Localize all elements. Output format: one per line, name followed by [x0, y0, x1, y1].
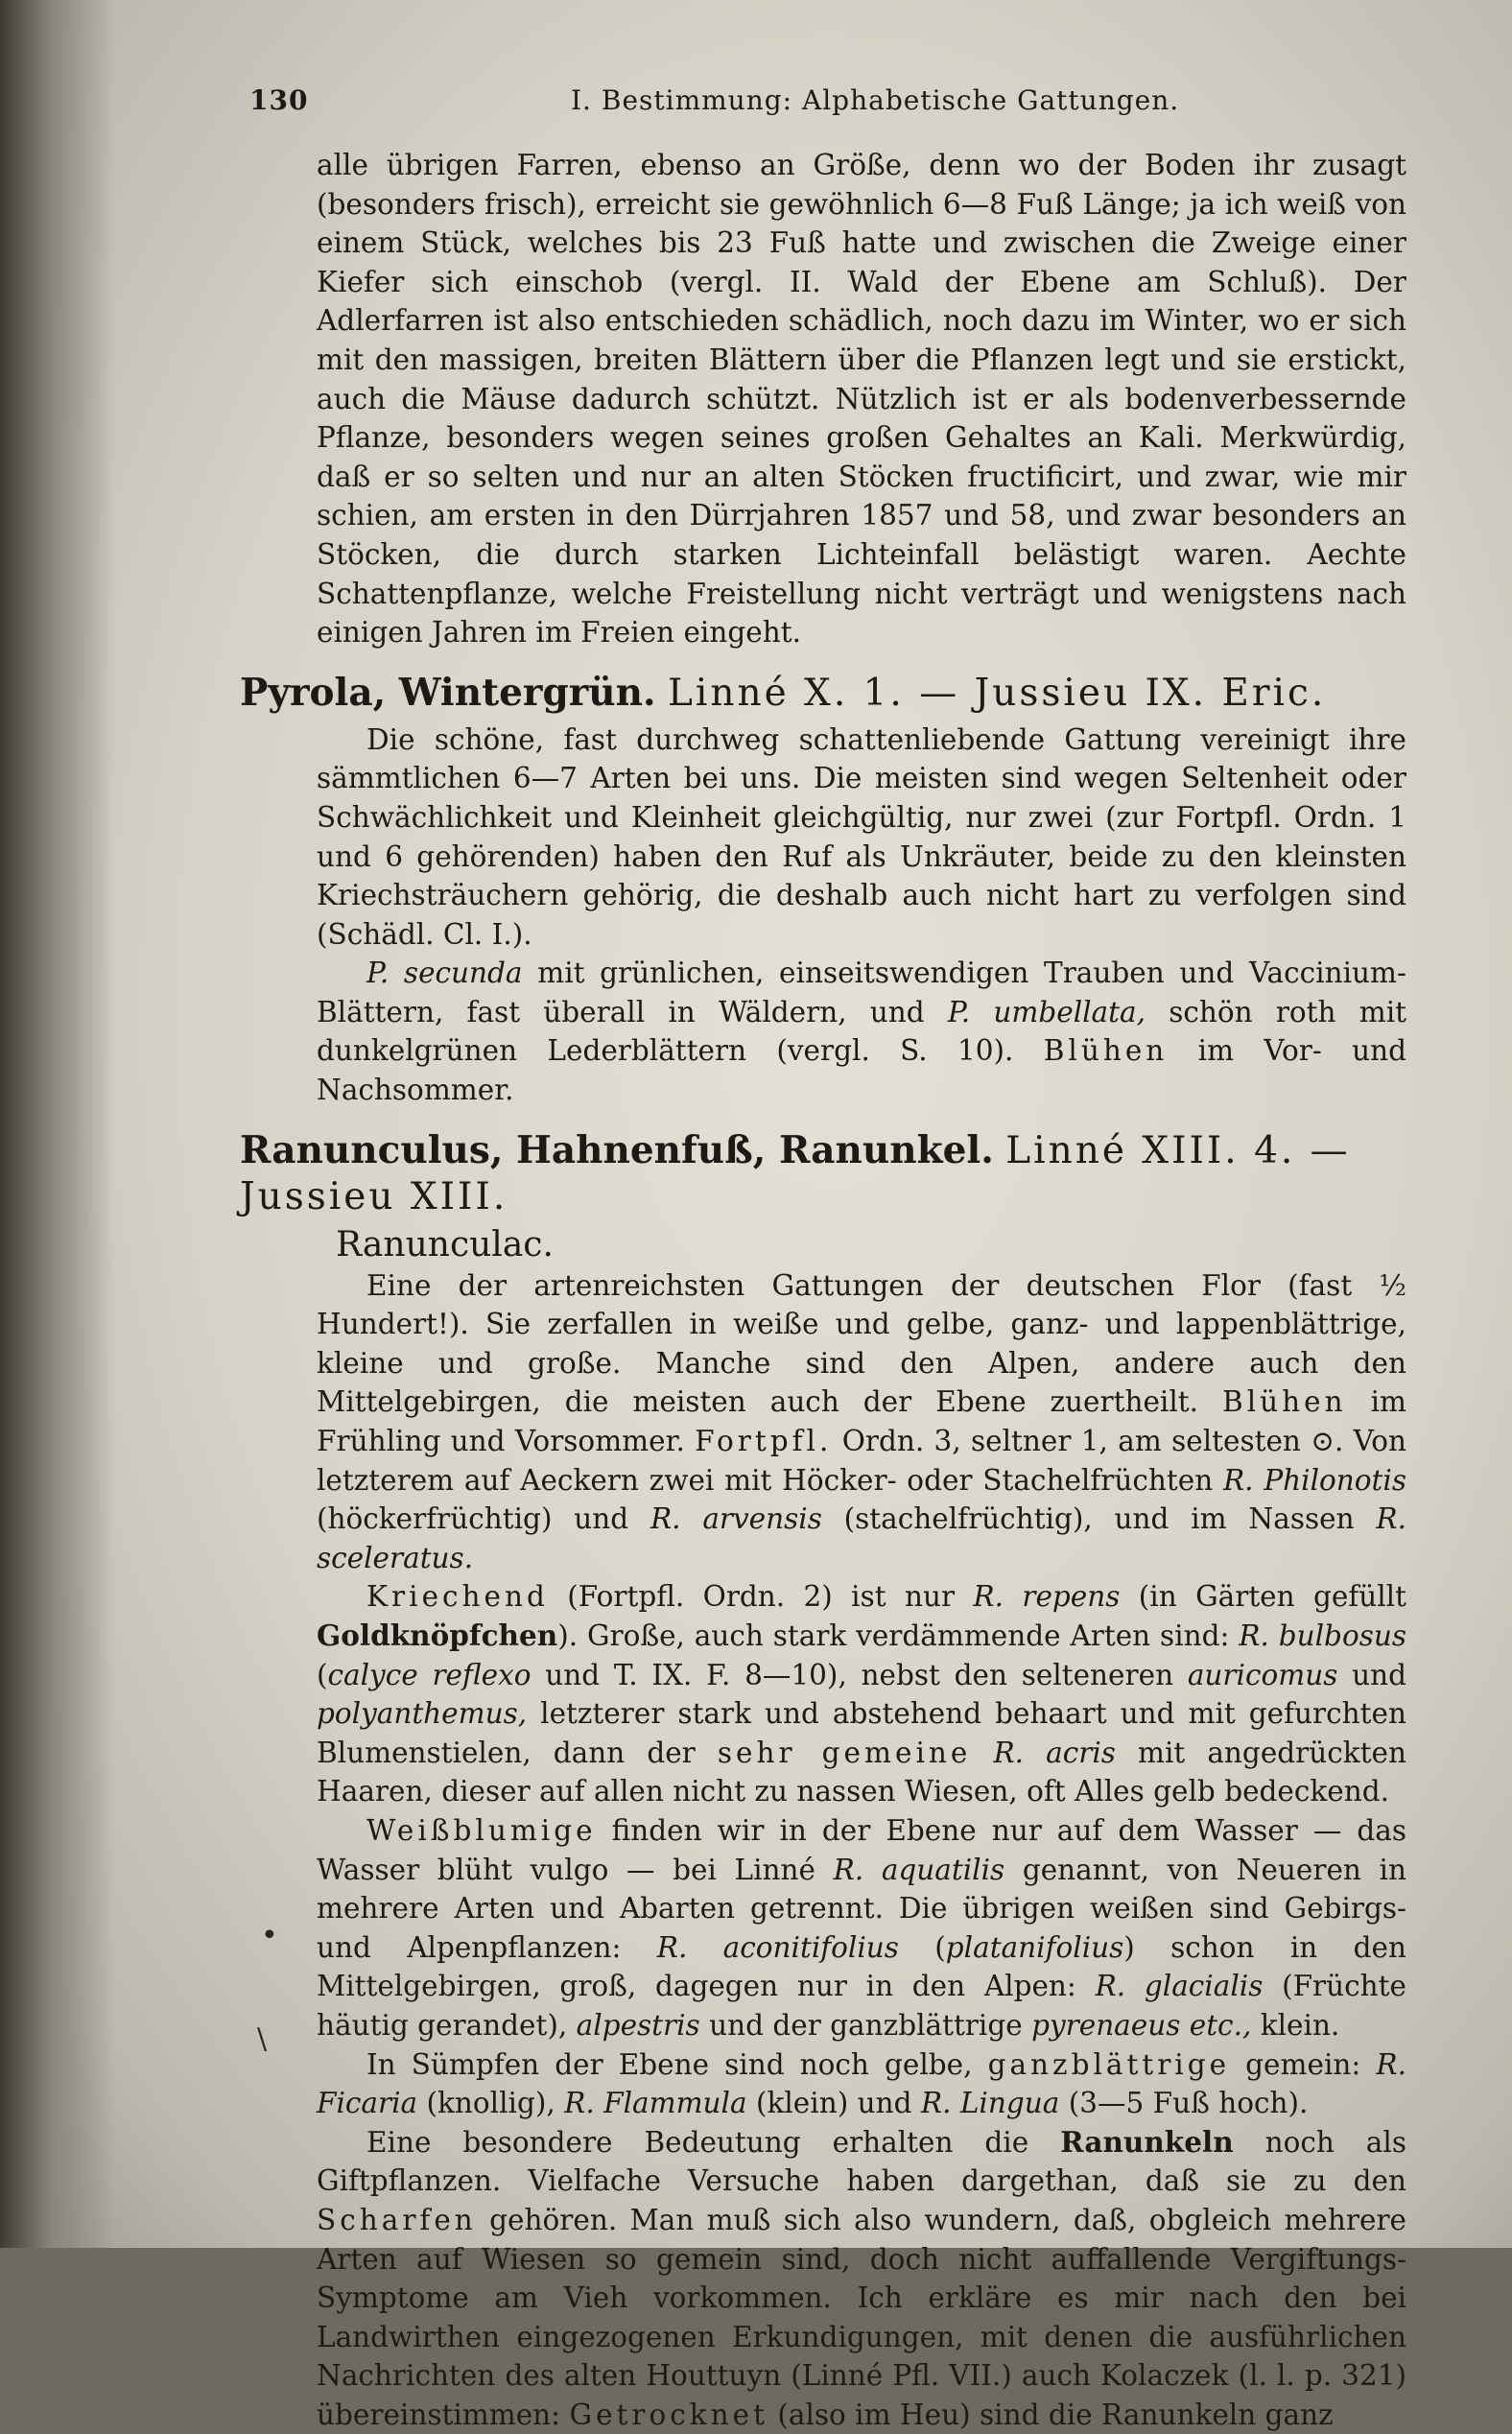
- text-run: und T. IX. F. 8—10), nebst den selteneren: [545, 1658, 1174, 1691]
- text-run: schön roth mit dunkelgrünen Lederblättern (vergl. S. 10).: [317, 995, 1406, 1068]
- text-run: (knollig),: [426, 2087, 555, 2120]
- spaced-term: Fortpfl.: [695, 1425, 833, 1458]
- ranunculus-authority: Linné XIII. 4. — Jussieu XIII.: [240, 1128, 1351, 1218]
- species-name: platanifolius: [945, 1930, 1124, 1964]
- ranunculus-paragraph-1: [317, 1266, 1406, 1578]
- text-run: (Früchte häutig gerandet),: [317, 1970, 1406, 2042]
- text-run: und der ganzblättrige: [709, 2008, 1023, 2042]
- text-run: ) schon in den Mittelgebirgen, groß, dagegen nur in den Alpen:: [317, 1930, 1406, 2003]
- ranunculus-family: Ranunculac.: [336, 1224, 554, 1264]
- bold-term: Ranunkeln: [1060, 2124, 1234, 2159]
- spaced-term: Kriechend: [366, 1580, 549, 1614]
- species-name: R. Flammula: [564, 2087, 747, 2120]
- margin-tick: \: [257, 2022, 268, 2056]
- text-run: im Vor- und Nachsommer.: [317, 1034, 1406, 1107]
- text-run: (höckerfrüchtig) und: [317, 1502, 629, 1536]
- text-run: klein.: [1260, 2008, 1340, 2042]
- species-name: polyanthemus,: [317, 1697, 528, 1731]
- ranunculus-paragraph-2: [317, 1577, 1406, 1811]
- text-run: (3—5 Fuß hoch).: [1068, 2087, 1309, 2120]
- species-name: auricomus: [1187, 1658, 1338, 1691]
- species-name: R. Ficaria: [317, 2047, 1406, 2120]
- text-run: letzterer stark und abstehend behaart und mit gefurchten Blumenstielen, dann der: [317, 1697, 1406, 1769]
- pyrola-heading: [240, 670, 1406, 717]
- text-run: (: [317, 1658, 328, 1691]
- pyrola-paragraph-2: [317, 954, 1406, 1109]
- text-run: im Frühling und Vorsommer.: [317, 1385, 1407, 1458]
- species-name: R. aquatilis: [833, 1853, 1005, 1886]
- bold-term: Goldknöpfchen: [317, 1619, 558, 1652]
- intro-paragraph: alle übrigen Farren, ebenso an Größe, denn wo der Boden ihr zusagt (besonders frisch), erreicht sie gewöhnlich 6—8 Fuß Länge; ja ich weiß von einem Stück, welches bis 23 Fuß hatte und zwischen die Zweige einer Kiefer sich einschob (vergl. II. Wald der Ebene am Schluß). Der Adlerfarren ist also entschieden schädlich, noch dazu im Winter, wo er sich mit den massigen, breiten Blättern über die Pflanzen legt und sie erstickt, auch die Mäuse dadurch schützt. Nützlich ist er als bodenverbessernde Pflanze, besonders wegen seines großen Gehaltes an Kali. Merkwürdig, daß er so selten und nur an alten Stöcken fructificirt, und zwar, wie mir schien, am ersten in den Dürrjahren 1857 und 58, und zwar besonders an Stöcken, die durch starken Lichteinfall belästigt waren. Aechte Schattenpflanze, welche Freistellung nicht verträgt und wenigstens nach einigen Jahren im Freien eingeht.: [317, 149, 1406, 650]
- species-name: R. glacialis: [1095, 1970, 1264, 2003]
- text-run: genannt, von Neueren in mehrere Arten und Abarten getrennt. Die übrigen weißen sind Gebirgs- und Alpenpflanzen:: [317, 1853, 1406, 1964]
- ranunculus-paragraph-4: [317, 2045, 1406, 2123]
- text-run: mit grünlichen, einseitswendigen Trauben und Vaccinium-Blättern, fast überall in Wäldern, und: [317, 957, 1406, 1028]
- ranunculus-genus: Ranunculus, Hahnenfuß, Ranunkel.: [240, 1127, 994, 1172]
- species-name: R. Philonotis: [1222, 1463, 1406, 1497]
- species-name: R. bulbosus: [1239, 1619, 1406, 1652]
- text-run: (klein) und: [755, 2087, 912, 2120]
- spaced-term: Scharfen: [317, 2203, 477, 2236]
- ranunculus-paragraph-3: [317, 1811, 1406, 2045]
- text-run: (in Gärten gefüllt: [1138, 1580, 1406, 1614]
- text-run: gehören. Man muß sich also wundern, daß, obgleich mehrere Arten auf Wiesen so gemein sind, doch nicht auffallende Vergiftungs-Symptome am Vieh vorkommen. Ich erkläre es mir nach den bei Landwirthen eingezogenen Erkundigungen, mit denen die ausführlichen Nachrichten des alten Houttuyn (Linné Pfl. VII.) auch Kolaczek (l. l. p. 321) übereinstimmen:: [317, 2203, 1406, 2431]
- ranunculus-paragraph-5: [317, 2123, 1406, 2434]
- text-run: (also im Heu) sind die Ranunkeln ganz: [777, 2398, 1334, 2431]
- text-run: (Fortpfl. Ordn. 2) ist nur: [567, 1580, 956, 1614]
- body-text: [240, 146, 1407, 2434]
- pyrola-authority: Linné X. 1. — Jussieu IX. Eric.: [667, 671, 1327, 715]
- species-name: R. aconitifolius: [656, 1930, 899, 1964]
- running-head: I. Bestimmung: Alphabetische Gattungen.: [571, 84, 1180, 116]
- text-run: gemein:: [1245, 2047, 1361, 2081]
- species-name: R. Lingua: [920, 2087, 1060, 2120]
- spaced-term: sehr gemeine: [717, 1736, 972, 1769]
- spaced-term: Blühen: [1043, 1034, 1169, 1068]
- text-run: ). Große, auch stark verdämmende Arten sind:: [557, 1619, 1230, 1652]
- pyrola-genus: Pyrola, Wintergrün.: [240, 670, 656, 715]
- page-number: 130: [249, 84, 309, 116]
- text-run: Ordn. 3, seltner 1, am seltesten ⊙. Von letzterem auf Aeckern zwei mit Höcker- oder Stachelfrüchten: [317, 1425, 1406, 1497]
- ranunculus-heading: [240, 1127, 1406, 1220]
- text-run: und: [1352, 1658, 1406, 1691]
- text-run: Eine besondere Bedeutung erhalten die: [366, 2125, 1029, 2159]
- text-run: Eine der artenreichsten Gattungen der deutschen Flor (fast ½ Hundert!). Sie zerfallen in weiße und gelbe, ganz- und lappenblättrige, kleine und große. Manche sind den Alpen, andere auch den Mittelgebirgen, die meisten auch der Ebene zuertheilt.: [317, 1268, 1406, 1419]
- species-name: R. arvensis: [650, 1502, 822, 1536]
- species-name: R. acris: [993, 1736, 1116, 1769]
- page-header: [249, 84, 1377, 123]
- binding-shadow: [0, 0, 115, 2248]
- text-run: (stachelfrüchtig), und im Nassen: [843, 1502, 1355, 1536]
- species-name: P. umbellata,: [947, 995, 1146, 1028]
- pyrola-paragraph-1: Die schöne, fast durchweg schattenliebende Gattung vereinigt ihre sämmtlichen 6—7 Arten bei uns. Die meisten sind wegen Seltenheit oder Schwächlichkeit und Kleinheit gleichgültig, nur zwei (zur Fortpfl. Ordn. 1 und 6 gehörenden) haben den Ruf als Unkräuter, beide zu den kleinsten Kriechsträuchern gehörig, die deshalb auch nicht hart zu verfolgen sind (Schädl. Cl. I.).: [317, 722, 1406, 951]
- margin-dot: •: [261, 1919, 278, 1952]
- spaced-term: Getrocknet: [569, 2398, 768, 2431]
- species-name: R. repens: [973, 1580, 1121, 1614]
- species-name: R. sceleratus.: [317, 1502, 1406, 1574]
- species-name: alpestris: [576, 2008, 700, 2042]
- text-run: mit angedrückten Haaren, dieser auf allen nicht zu nassen Wiesen, oft Alles gelb bedeckend.: [317, 1736, 1406, 1808]
- spaced-term: Blühen: [1222, 1385, 1347, 1419]
- text-run: noch als Giftpflanzen. Vielfache Versuche haben dargethan, daß sie zu den: [317, 2125, 1406, 2198]
- species-name: calyce reflexo: [327, 1658, 532, 1691]
- text-run: (: [934, 1930, 946, 1964]
- spaced-term: ganzblättrige: [987, 2047, 1231, 2081]
- spaced-term: Weißblumige: [366, 1813, 597, 1847]
- species-name: P. secunda: [366, 957, 523, 990]
- text-run: finden wir in der Ebene nur auf dem Wasser — das Wasser blüht vulgo — bei Linné: [317, 1813, 1406, 1886]
- species-name: pyrenaeus etc.,: [1031, 2008, 1252, 2042]
- text-run: In Sümpfen der Ebene sind noch gelbe,: [366, 2047, 973, 2081]
